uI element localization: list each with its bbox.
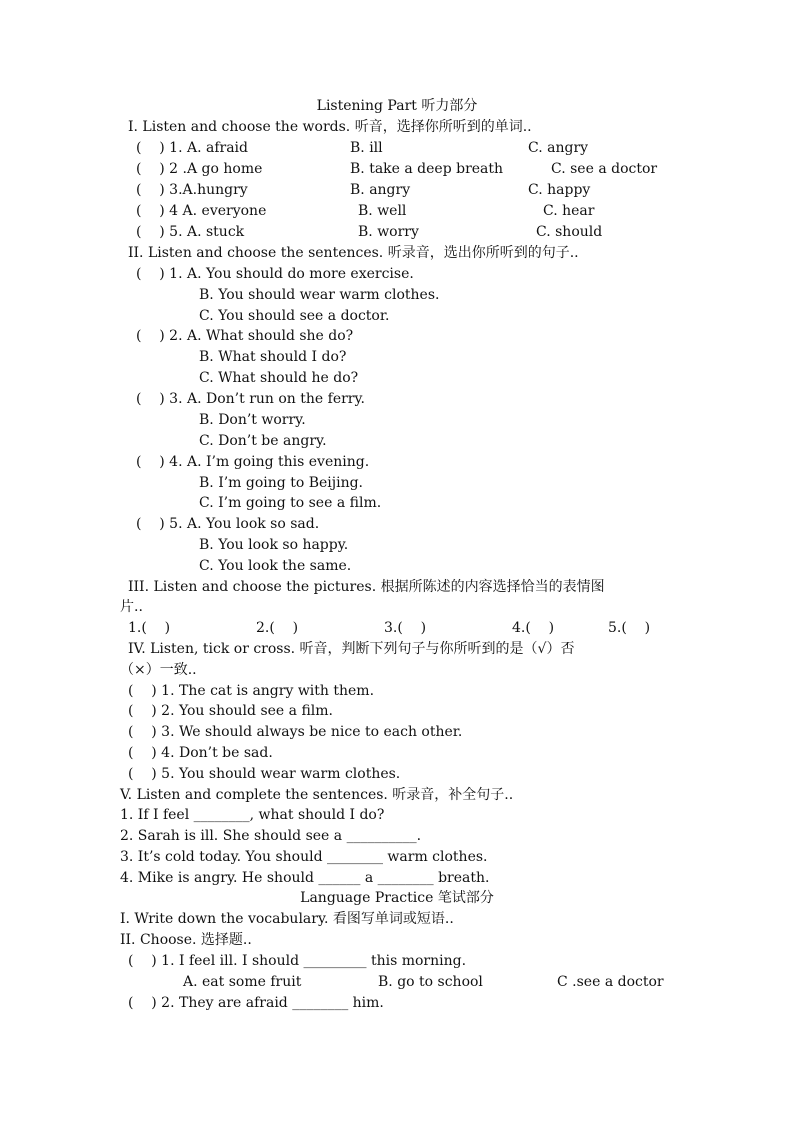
p2-question-2: ( ) 2. They are afraid ________ him.	[128, 995, 384, 1011]
p2-q1-option-b: B. go to school	[378, 974, 483, 990]
s2-q4-b: B. I’m going to Beijing.	[199, 475, 363, 491]
s2-q3-a: ( ) 3. A. Don’t run on the ferry.	[136, 391, 365, 407]
practice-2-heading: II. Choose. 选择题..	[120, 932, 252, 948]
s4-item-3: ( ) 3. We should always be nice to each other.	[128, 724, 463, 740]
s2-q1-a: ( ) 1. A. You should do more exercise.	[136, 266, 414, 282]
listening-part-title: Listening Part 听力部分	[316, 98, 478, 114]
section-4-heading-line-2: （×）一致..	[120, 662, 197, 678]
s2-q2-c: C. What should he do?	[199, 370, 359, 386]
s4-item-1: ( ) 1. The cat is angry with them.	[128, 683, 375, 699]
s2-q5-b: B. You look so happy.	[199, 537, 349, 553]
s5-item-1: 1. If I feel ________, what should I do?	[120, 807, 385, 823]
s1-item-1-c: C. angry	[528, 140, 589, 156]
s2-q2-a: ( ) 2. A. What should she do?	[136, 328, 354, 344]
s2-q4-c: C. I’m going to see a film.	[199, 495, 382, 511]
s2-q5-a: ( ) 5. A. You look so sad.	[136, 516, 320, 532]
section-5-heading: V. Listen and complete the sentences. 听录音，补全句子..	[120, 787, 514, 803]
s1-item-4-c: C. hear	[543, 203, 595, 219]
s2-q1-b: B. You should wear warm clothes.	[199, 287, 440, 303]
s1-item-5-c: C. should	[536, 224, 603, 240]
practice-1-heading: I. Write down the vocabulary. 看图写单词或短语..	[120, 911, 454, 927]
s2-q1-c: C. You should see a doctor.	[199, 308, 390, 324]
s2-q4-a: ( ) 4. A. I’m going this evening.	[136, 454, 370, 470]
section-3-heading-line-1: III. Listen and choose the pictures. 根据所陈述的内容选择恰当的表情图	[128, 579, 605, 595]
s4-item-5: ( ) 5. You should wear warm clothes.	[128, 766, 401, 782]
s2-q2-b: B. What should I do?	[199, 349, 347, 365]
s1-item-3-a: ( ) 3.A.hungry	[136, 182, 248, 198]
s5-item-2: 2. Sarah is ill. She should see a __________.	[120, 828, 422, 844]
s1-item-2-c: C. see a doctor	[551, 161, 658, 177]
s2-q3-b: B. Don’t worry.	[199, 412, 306, 428]
s1-item-4-b: B. well	[358, 203, 407, 219]
p2-question-1: ( ) 1. I feel ill. I should _________ this morning.	[128, 953, 467, 969]
s1-item-3-b: B. angry	[350, 182, 411, 198]
s4-item-2: ( ) 2. You should see a film.	[128, 703, 333, 719]
s1-item-2-a: ( ) 2 .A go home	[136, 161, 263, 177]
s1-item-4-a: ( ) 4 A. everyone	[136, 203, 267, 219]
s5-item-3: 3. It’s cold today. You should ________ warm clothes.	[120, 849, 488, 865]
s5-item-4: 4. Mike is angry. He should ______ a ________ breath.	[120, 870, 490, 886]
s1-item-2-b: B. take a deep breath	[350, 161, 504, 177]
s2-q3-c: C. Don’t be angry.	[199, 433, 327, 449]
language-practice-title: Language Practice 笔试部分	[300, 890, 494, 906]
picture-blank-2[interactable]: 2.( )	[256, 620, 299, 636]
p2-q1-option-a: A. eat some fruit	[183, 974, 302, 990]
section-3-heading-line-2: 片..	[120, 599, 143, 615]
s1-item-5-b: B. worry	[358, 224, 419, 240]
s1-item-1-b: B. ill	[350, 140, 383, 156]
s1-item-1-a: ( ) 1. A. afraid	[136, 140, 248, 156]
picture-blank-4[interactable]: 4.( )	[512, 620, 555, 636]
s4-item-4: ( ) 4. Don’t be sad.	[128, 745, 273, 761]
section-4-heading-line-1: IV. Listen, tick or cross. 听音，判断下列句子与你所听到的是（√）否	[128, 641, 575, 657]
section-2-heading: II. Listen and choose the sentences. 听录音，选出你所听到的句子..	[128, 245, 579, 261]
s2-q5-c: C. You look the same.	[199, 558, 352, 574]
section-1-heading: I. Listen and choose the words. 听音，选择你所听到的单词..	[128, 119, 532, 135]
picture-blank-3[interactable]: 3.( )	[384, 620, 427, 636]
picture-blank-5[interactable]: 5.( )	[608, 620, 651, 636]
s1-item-3-c: C. happy	[528, 182, 591, 198]
p2-q1-option-c: C .see a doctor	[557, 974, 664, 990]
s1-item-5-a: ( ) 5. A. stuck	[136, 224, 245, 240]
picture-blank-1[interactable]: 1.( )	[128, 620, 171, 636]
